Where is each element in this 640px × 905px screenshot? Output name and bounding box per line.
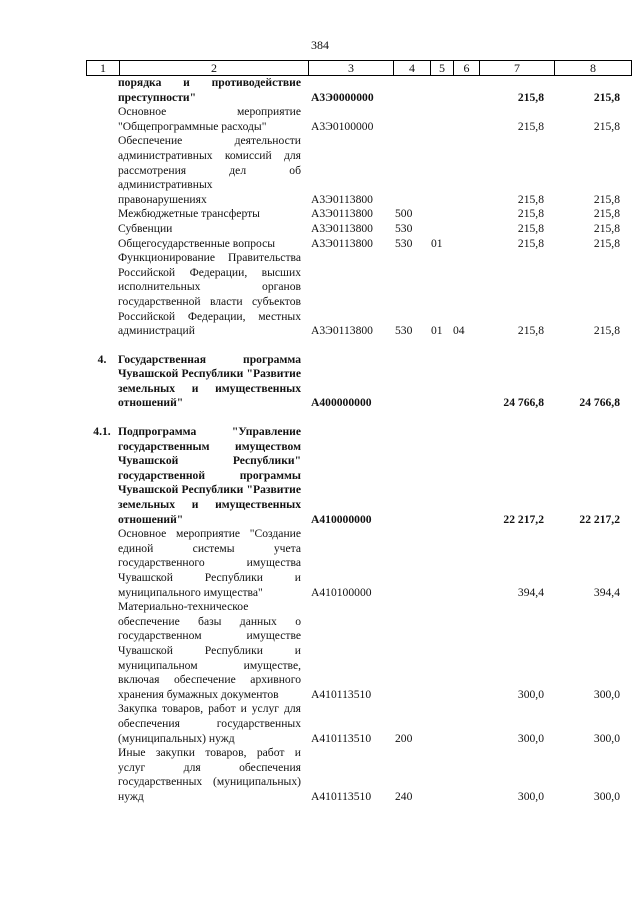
table-body [86,76,626,805]
row-sum-1: 215,8 [517,324,544,338]
row-code: А410113510 [311,789,372,803]
row-code: А410113510 [311,731,372,745]
table-row [86,702,626,746]
table-row [86,600,626,702]
table-row [86,746,626,804]
row-vr: 530 [395,236,413,250]
row-vr: 500 [395,207,413,221]
header-col-6: 6 [454,61,480,76]
row-sum-1: 215,8 [517,221,544,235]
row-vr: 530 [395,324,413,338]
row-sum-2: 215,8 [593,324,620,338]
row-rz: 01 [431,324,443,338]
row-number: 4.1. [93,425,111,439]
row-name: Основное мероприятие "Общепрограммные расходы" [118,105,301,133]
row-sum-2: 215,8 [593,192,620,206]
row-code: А410000000 [311,512,372,526]
row-code: А3Э0113800 [311,236,373,250]
row-sum-1: 215,8 [517,207,544,221]
row-sum-1: 215,8 [517,90,544,104]
row-name: Материально-техническое обеспечение базы данных о государственном имуществе Чувашской Республики и муниципальном имуществе, включая обеспечение архивного хранения бумажных документов [118,600,301,701]
row-code: А410113510 [311,687,372,701]
row-name: порядка и противодействие преступности" [118,76,301,104]
row-sum-1: 22 217,2 [503,512,544,526]
row-sum-1: 300,0 [517,789,544,803]
row-sum-2: 394,4 [593,585,620,599]
row-sum-2: 22 217,2 [579,512,620,526]
header-col-5: 5 [431,61,454,76]
row-code: А400000000 [311,396,372,410]
table-row [86,76,626,105]
row-sum-2: 300,0 [593,687,620,701]
row-sum-2: 215,8 [593,119,620,133]
table-row [86,222,626,237]
row-sum-1: 215,8 [517,236,544,250]
table-row [86,134,626,207]
table-header [86,60,632,76]
row-sum-1: 24 766,8 [503,396,544,410]
row-name: Межбюджетные трансферты [118,207,260,221]
row-pr: 04 [453,324,465,338]
row-spacer [86,411,626,425]
row-sum-1: 215,8 [517,192,544,206]
row-sum-1: 300,0 [517,731,544,745]
table-row [86,251,626,339]
table-row [86,353,626,411]
row-sum-2: 300,0 [593,789,620,803]
table-row [86,237,626,252]
header-col-7: 7 [480,61,555,76]
row-code: А410100000 [311,585,372,599]
row-sum-2: 215,8 [593,236,620,250]
row-sum-2: 215,8 [593,90,620,104]
row-name: Общегосударственные вопросы [118,236,276,250]
row-name: Основное мероприятие "Создание единой системы учета государственного имущества Чувашской Республики и муниципального имущества" [118,527,301,599]
header-col-4: 4 [394,61,431,76]
header-col-3: 3 [309,61,394,76]
row-name: Функционирование Правительства Российской Федерации, высших исполнительных органов государственной власти субъектов Российской Федерации, местных администраций [118,251,301,338]
row-code: А3Э0113800 [311,207,373,221]
row-code: А3Э0113800 [311,324,373,338]
row-spacer [86,339,626,353]
row-vr: 200 [395,731,413,745]
row-sum-1: 394,4 [517,585,544,599]
row-name: Субвенции [118,221,173,235]
row-sum-2: 215,8 [593,221,620,235]
header-col-8: 8 [555,61,632,76]
row-name: Закупка товаров, работ и услуг для обеспечения государственных (муниципальных) нужд [118,702,301,745]
row-code: А3Э0113800 [311,221,373,235]
row-vr: 240 [395,789,413,803]
row-name: Подпрограмма "Управление государственным имуществом Чувашской Республики" государственной программы Чувашской Республики "Развитие земельных и имущественных отношений" [118,425,301,526]
header-col-2: 2 [120,61,309,76]
row-rz: 01 [431,236,443,250]
table-row [86,207,626,222]
row-name: Обеспечение деятельности административных комиссий для рассмотрения дел об административных правонарушениях [118,134,301,206]
row-vr: 530 [395,221,413,235]
row-sum-2: 215,8 [593,207,620,221]
table-row [86,527,626,600]
table-row [86,105,626,134]
row-code: А3Э0113800 [311,192,373,206]
table-row [86,425,626,527]
row-sum-2: 24 766,8 [579,396,620,410]
row-code: А3Э0000000 [311,90,374,104]
row-code: А3Э0100000 [311,119,374,133]
row-sum-2: 300,0 [593,731,620,745]
page-number: 384 [311,38,329,52]
row-sum-1: 215,8 [517,119,544,133]
row-name: Иные закупки товаров, работ и услуг для обеспечения государственных (муниципальных) нужд [118,746,301,803]
row-sum-1: 300,0 [517,687,544,701]
row-name: Государственная программа Чувашской Республики "Развитие земельных и имущественных отношений" [118,352,301,410]
row-number: 4. [97,352,107,366]
header-col-1: 1 [87,61,120,76]
